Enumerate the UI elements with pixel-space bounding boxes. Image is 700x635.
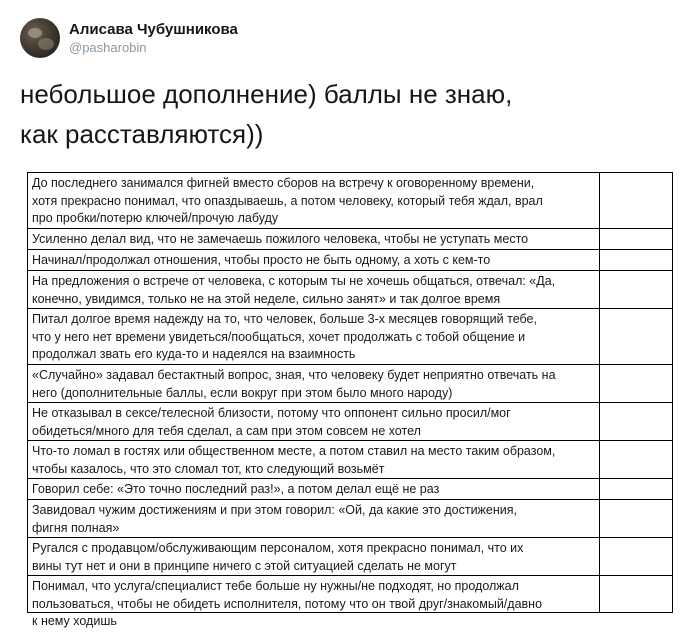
table-row-score-cell [600,229,672,249]
table-row [28,250,672,271]
table-row-score-cell [600,173,672,228]
table-row [28,365,672,403]
table-row-text: Понимал, что услуга/специалист тебе больше ну нужны/не подходят, но продолжал пользоваться, чтобы не обидеть исполнителя, потому что он твой друг/знакомый/давно к нему ходишь [32,579,543,628]
table-row-score-cell [600,479,672,499]
table-row-text: Не отказывал в сексе/телесной близости, потому что оппонент сильно просил/мог обидеться/много для тебя сделал, а сам при этом совсем не хотел [32,406,511,438]
table-row-score-cell [600,576,672,632]
table-row [28,309,672,365]
table-row [28,173,672,229]
table-row-text: Питал долгое время надежду на то, что человек, больше 3-х месяцев говорящий тебе, что у него нет времени увидеться/пообщаться, хочет продолжать с тобой общение и продолжал звать его куда-то и надеялся на взаимность [32,312,537,361]
table-row [28,500,672,538]
table-row [28,576,672,632]
tweet-header [20,17,238,59]
table-row-text: Ругался с продавцом/обслуживающим персоналом, хотя прекрасно понимал, что их вины тут нет и они в принципе ничего с этой ситуацией сделать не могут [32,541,524,573]
table-row [28,479,672,500]
avatar[interactable] [20,18,60,58]
table-row-score-cell [600,403,672,440]
table-row [28,538,672,576]
table-row-text: На предложения о встрече от человека, с которым ты не хочешь общаться, отвечал: «Да, конечно, увидимся, только не на этой неделе, сильно занят» и так долгое время [32,274,556,306]
table-row-text: Завидовал чужим достижениям и при этом говорил: «Ой, да какие это достижения, фигня полная» [32,503,517,535]
author-names [69,20,238,56]
table-row-score-cell [600,500,672,537]
table-row-text: Что-то ломал в гостях или общественном месте, а потом ставил на место таким образом, чтобы казалось, что это сломал тот, кто следующий возьмёт [32,444,556,476]
checklist-table [27,172,673,628]
table-row-text: Начинал/продолжал отношения, чтобы просто не быть одному, а хоть с кем-то [32,253,491,267]
table-row-text: До последнего занимался фигней вместо сборов на встречу к оговоренному времени, хотя прекрасно понимал, что опаздываешь, а потом человеку, который тебя ждал, врал про пробки/потерю ключей/прочую лабуду [32,176,543,225]
author-handle[interactable]: @pasharobin [69,40,147,55]
table-row-text: Говорил себе: «Это точно последний раз!», а потом делал ещё не раз [32,482,440,496]
table-row-text: «Случайно» задавал бестактный вопрос, зная, что человеку будет неприятно отвечать на него (дополнительные баллы, если вокруг при этом было много народу) [32,368,556,400]
table-row-score-cell [600,271,672,308]
table-row-score-cell [600,309,672,364]
table-row-score-cell [600,365,672,402]
table-row [28,441,672,479]
table-row-score-cell [600,250,672,270]
table-row-score-cell [600,441,672,478]
table-row [28,229,672,250]
tweet-text: небольшое дополнение) баллы не знаю, как расставляются)) [20,79,513,149]
table-row-score-cell [600,538,672,575]
author-display-name[interactable]: Алисава Чубушникова [69,21,238,38]
table-row [28,271,672,309]
table-row-text: Усиленно делал вид, что не замечаешь пожилого человека, чтобы не уступать место [32,232,529,246]
table-row [28,403,672,441]
